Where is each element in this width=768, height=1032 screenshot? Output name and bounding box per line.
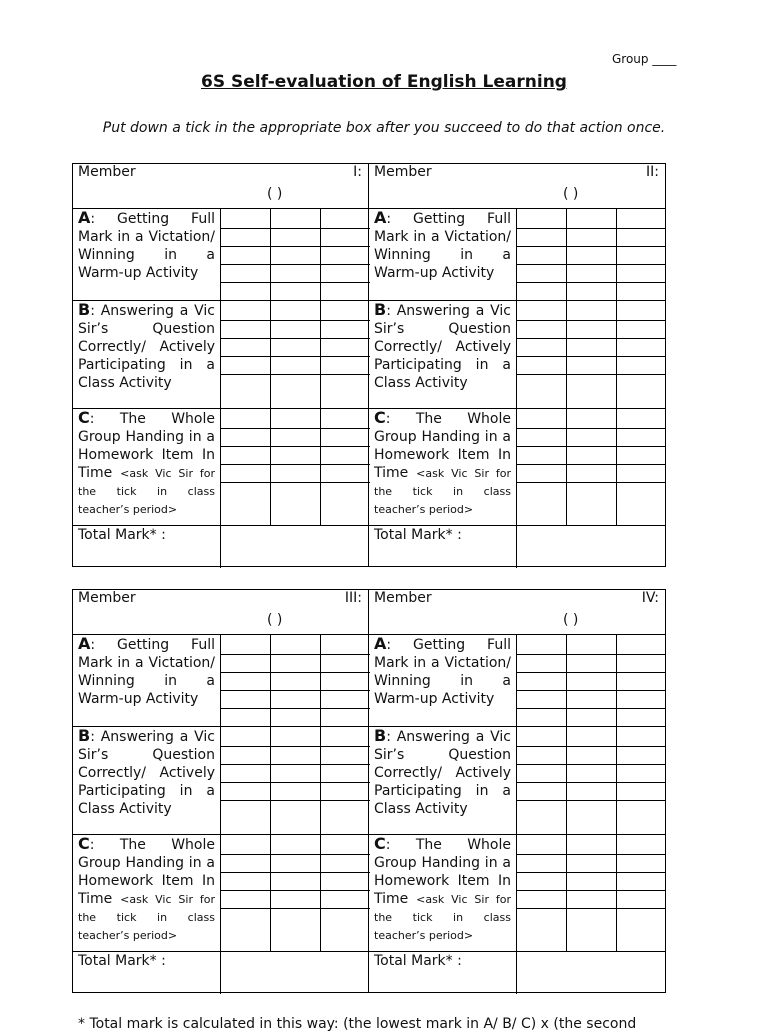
section-text: : Getting Full Mark in a Victation/ Winning in a Warm-up Activity bbox=[374, 211, 511, 281]
tick-box[interactable] bbox=[567, 301, 616, 320]
section-letter: A bbox=[78, 208, 91, 227]
tick-box[interactable] bbox=[321, 356, 370, 374]
tick-box[interactable] bbox=[221, 446, 270, 464]
total-mark-row bbox=[73, 525, 368, 568]
tick-box[interactable] bbox=[271, 301, 320, 320]
tick-box[interactable] bbox=[617, 301, 666, 320]
tick-box[interactable] bbox=[567, 872, 616, 890]
section-b bbox=[369, 726, 665, 834]
tick-box[interactable] bbox=[221, 282, 270, 301]
section-text: : Answering a Vic Sir’s Question Correctly/ Actively Participating in a Class Activity bbox=[374, 303, 511, 391]
tick-box[interactable] bbox=[517, 409, 566, 428]
tick-box[interactable] bbox=[517, 654, 566, 672]
section-text: : The Whole Group Handing in a Homework Item In Time bbox=[374, 837, 511, 907]
section-text: : Answering a Vic Sir’s Question Correctly/ Actively Participating in a Class Activity bbox=[78, 729, 215, 817]
section-b bbox=[73, 726, 368, 834]
tick-box[interactable] bbox=[567, 654, 616, 672]
total-mark-label: Total Mark* : bbox=[374, 953, 462, 969]
tick-box[interactable] bbox=[567, 409, 616, 428]
tick-box[interactable] bbox=[617, 209, 666, 228]
section-letter: C bbox=[78, 408, 90, 427]
tick-box[interactable] bbox=[321, 890, 370, 908]
member-panel bbox=[72, 589, 369, 993]
tick-box[interactable] bbox=[321, 708, 370, 727]
member-header bbox=[369, 164, 665, 208]
tick-box[interactable] bbox=[221, 338, 270, 356]
tick-box[interactable] bbox=[321, 654, 370, 672]
section-text: : Getting Full Mark in a Victation/ Winning in a Warm-up Activity bbox=[78, 211, 215, 281]
member-name-blank[interactable]: ( ) bbox=[267, 612, 283, 628]
tick-box[interactable] bbox=[221, 908, 270, 952]
section-a bbox=[73, 634, 368, 726]
tick-box[interactable] bbox=[517, 854, 566, 872]
section-a-description bbox=[374, 209, 511, 282]
tick-box[interactable] bbox=[271, 264, 320, 282]
tick-box[interactable] bbox=[321, 727, 370, 746]
tick-box[interactable] bbox=[517, 746, 566, 764]
tick-box[interactable] bbox=[617, 338, 666, 356]
tick-box[interactable] bbox=[517, 635, 566, 654]
member-name-blank[interactable]: ( ) bbox=[563, 612, 579, 628]
tick-box[interactable] bbox=[567, 690, 616, 708]
total-mark-row bbox=[369, 525, 665, 568]
tick-box[interactable] bbox=[617, 446, 666, 464]
evaluation-group-1 bbox=[72, 163, 667, 567]
section-a bbox=[369, 208, 665, 300]
tick-box[interactable] bbox=[271, 782, 320, 800]
tick-box[interactable] bbox=[617, 854, 666, 872]
section-c bbox=[73, 408, 368, 525]
tick-box[interactable] bbox=[567, 635, 616, 654]
section-a-description bbox=[374, 635, 511, 708]
section-c-note: <ask Vic Sir for the tick in class teacher’s period> bbox=[374, 467, 512, 516]
section-b-description bbox=[78, 301, 215, 392]
section-c-note: <ask Vic Sir for the tick in class teacher’s period> bbox=[78, 893, 216, 942]
section-letter: C bbox=[78, 834, 90, 853]
tick-box[interactable] bbox=[617, 228, 666, 246]
tick-box[interactable] bbox=[517, 908, 566, 952]
tick-grid bbox=[220, 727, 370, 834]
section-text: : Answering a Vic Sir’s Question Correctly/ Actively Participating in a Class Activity bbox=[78, 303, 215, 391]
tick-box[interactable] bbox=[617, 409, 666, 428]
tick-box[interactable] bbox=[567, 246, 616, 264]
tick-box[interactable] bbox=[567, 446, 616, 464]
tick-box[interactable] bbox=[221, 374, 270, 409]
member-label: Member bbox=[78, 590, 136, 606]
tick-box[interactable] bbox=[271, 764, 320, 782]
tick-box[interactable] bbox=[517, 301, 566, 320]
tick-box[interactable] bbox=[271, 835, 320, 854]
tick-box[interactable] bbox=[321, 872, 370, 890]
tick-box[interactable] bbox=[567, 672, 616, 690]
section-c-description bbox=[78, 409, 215, 518]
tick-box[interactable] bbox=[271, 654, 320, 672]
tick-box[interactable] bbox=[321, 264, 370, 282]
tick-box[interactable] bbox=[567, 209, 616, 228]
tick-box[interactable] bbox=[517, 672, 566, 690]
tick-box[interactable] bbox=[517, 228, 566, 246]
total-mark-label: Total Mark* : bbox=[374, 527, 462, 543]
total-mark-row bbox=[369, 951, 665, 994]
tick-box[interactable] bbox=[321, 282, 370, 301]
tick-box[interactable] bbox=[617, 320, 666, 338]
tick-box[interactable] bbox=[321, 320, 370, 338]
tick-box[interactable] bbox=[567, 727, 616, 746]
tick-box[interactable] bbox=[617, 690, 666, 708]
tick-grid bbox=[516, 635, 666, 726]
section-text: : Getting Full Mark in a Victation/ Winning in a Warm-up Activity bbox=[374, 637, 511, 707]
tick-box[interactable] bbox=[617, 890, 666, 908]
tick-grid bbox=[220, 835, 370, 951]
section-letter: A bbox=[374, 208, 387, 227]
section-a-description bbox=[78, 209, 215, 282]
tick-box[interactable] bbox=[617, 800, 666, 835]
section-c-description bbox=[78, 835, 215, 944]
tick-box[interactable] bbox=[321, 246, 370, 264]
tick-box[interactable] bbox=[221, 301, 270, 320]
section-b bbox=[369, 300, 665, 408]
tick-box[interactable] bbox=[517, 356, 566, 374]
tick-box[interactable] bbox=[221, 320, 270, 338]
tick-box[interactable] bbox=[567, 374, 616, 409]
section-b-description bbox=[78, 727, 215, 818]
tick-box[interactable] bbox=[271, 800, 320, 835]
page-title: 6S Self-evaluation of English Learning bbox=[201, 72, 567, 92]
tick-box[interactable] bbox=[221, 690, 270, 708]
section-letter: B bbox=[374, 300, 387, 319]
tick-box[interactable] bbox=[271, 908, 320, 952]
section-a bbox=[369, 634, 665, 726]
section-b-description bbox=[374, 301, 511, 392]
tick-box[interactable] bbox=[271, 746, 320, 764]
tick-box[interactable] bbox=[221, 890, 270, 908]
tick-box[interactable] bbox=[271, 409, 320, 428]
tick-box[interactable] bbox=[617, 746, 666, 764]
member-header bbox=[369, 590, 665, 634]
tick-box[interactable] bbox=[617, 635, 666, 654]
tick-box[interactable] bbox=[221, 635, 270, 654]
tick-box[interactable] bbox=[321, 446, 370, 464]
section-text: : Getting Full Mark in a Victation/ Winning in a Warm-up Activity bbox=[78, 637, 215, 707]
tick-box[interactable] bbox=[617, 782, 666, 800]
tick-box[interactable] bbox=[271, 228, 320, 246]
tick-box[interactable] bbox=[617, 464, 666, 482]
group-label: Group ____ bbox=[612, 52, 677, 66]
section-b bbox=[73, 300, 368, 408]
tick-box[interactable] bbox=[517, 320, 566, 338]
tick-box[interactable] bbox=[617, 672, 666, 690]
tick-box[interactable] bbox=[617, 264, 666, 282]
tick-box[interactable] bbox=[517, 727, 566, 746]
member-header bbox=[73, 164, 368, 208]
evaluation-group-2 bbox=[72, 589, 667, 993]
section-text: : The Whole Group Handing in a Homework Item In Time bbox=[78, 837, 215, 907]
total-mark-box[interactable] bbox=[516, 526, 665, 568]
tick-box[interactable] bbox=[517, 690, 566, 708]
tick-grid bbox=[516, 209, 666, 300]
tick-box[interactable] bbox=[567, 464, 616, 482]
tick-box[interactable] bbox=[517, 464, 566, 482]
tick-box[interactable] bbox=[567, 282, 616, 301]
tick-box[interactable] bbox=[567, 264, 616, 282]
tick-grid bbox=[516, 727, 666, 834]
tick-grid bbox=[220, 209, 370, 300]
tick-box[interactable] bbox=[517, 428, 566, 446]
tick-box[interactable] bbox=[517, 890, 566, 908]
section-c-note: <ask Vic Sir for the tick in class teacher’s period> bbox=[374, 893, 512, 942]
tick-box[interactable] bbox=[271, 890, 320, 908]
section-c-note: <ask Vic Sir for the tick in class teacher’s period> bbox=[78, 467, 216, 516]
tick-box[interactable] bbox=[321, 209, 370, 228]
section-letter: B bbox=[78, 726, 91, 745]
tick-box[interactable] bbox=[271, 872, 320, 890]
tick-box[interactable] bbox=[517, 374, 566, 409]
tick-box[interactable] bbox=[221, 409, 270, 428]
instruction-text: Put down a tick in the appropriate box after you succeed to do that action once. bbox=[102, 120, 666, 136]
tick-box[interactable] bbox=[221, 764, 270, 782]
member-label: Member bbox=[374, 164, 432, 180]
section-letter: A bbox=[374, 634, 387, 653]
tick-box[interactable] bbox=[617, 708, 666, 727]
tick-box[interactable] bbox=[271, 209, 320, 228]
tick-box[interactable] bbox=[517, 446, 566, 464]
tick-box[interactable] bbox=[321, 482, 370, 526]
tick-box[interactable] bbox=[517, 338, 566, 356]
tick-box[interactable] bbox=[221, 800, 270, 835]
tick-box[interactable] bbox=[567, 338, 616, 356]
tick-box[interactable] bbox=[617, 282, 666, 301]
tick-box[interactable] bbox=[617, 482, 666, 526]
tick-box[interactable] bbox=[321, 690, 370, 708]
tick-grid bbox=[220, 635, 370, 726]
tick-grid bbox=[516, 301, 666, 408]
tick-grid bbox=[516, 409, 666, 525]
section-letter: A bbox=[78, 634, 91, 653]
section-letter: B bbox=[78, 300, 91, 319]
tick-box[interactable] bbox=[271, 356, 320, 374]
tick-box[interactable] bbox=[517, 264, 566, 282]
tick-box[interactable] bbox=[567, 764, 616, 782]
section-c bbox=[369, 834, 665, 951]
tick-grid bbox=[220, 301, 370, 408]
tick-box[interactable] bbox=[617, 356, 666, 374]
tick-box[interactable] bbox=[221, 854, 270, 872]
section-c bbox=[369, 408, 665, 525]
tick-box[interactable] bbox=[517, 209, 566, 228]
member-number: III: bbox=[344, 590, 362, 606]
tick-box[interactable] bbox=[221, 746, 270, 764]
tick-box[interactable] bbox=[221, 654, 270, 672]
tick-box[interactable] bbox=[617, 246, 666, 264]
tick-box[interactable] bbox=[271, 708, 320, 727]
tick-box[interactable] bbox=[567, 835, 616, 854]
tick-box[interactable] bbox=[221, 835, 270, 854]
tick-box[interactable] bbox=[221, 672, 270, 690]
member-panel bbox=[369, 163, 666, 567]
tick-box[interactable] bbox=[567, 746, 616, 764]
tick-box[interactable] bbox=[517, 800, 566, 835]
tick-box[interactable] bbox=[221, 464, 270, 482]
total-mark-label: Total Mark* : bbox=[78, 953, 166, 969]
tick-box[interactable] bbox=[321, 764, 370, 782]
tick-box[interactable] bbox=[271, 246, 320, 264]
member-name-blank[interactable]: ( ) bbox=[563, 186, 579, 202]
member-number: II: bbox=[646, 164, 659, 180]
tick-box[interactable] bbox=[321, 228, 370, 246]
section-text: : The Whole Group Handing in a Homework Item In Time bbox=[78, 411, 215, 481]
tick-box[interactable] bbox=[567, 854, 616, 872]
tick-box[interactable] bbox=[567, 428, 616, 446]
tick-box[interactable] bbox=[567, 482, 616, 526]
tick-box[interactable] bbox=[271, 428, 320, 446]
tick-grid bbox=[220, 409, 370, 525]
tick-box[interactable] bbox=[617, 872, 666, 890]
member-header bbox=[73, 590, 368, 634]
tick-box[interactable] bbox=[321, 800, 370, 835]
section-text: : Answering a Vic Sir’s Question Correctly/ Actively Participating in a Class Activity bbox=[374, 729, 511, 817]
section-text: : The Whole Group Handing in a Homework Item In Time bbox=[374, 411, 511, 481]
member-label: Member bbox=[78, 164, 136, 180]
tick-box[interactable] bbox=[617, 654, 666, 672]
section-letter: C bbox=[374, 834, 386, 853]
tick-box[interactable] bbox=[221, 727, 270, 746]
tick-box[interactable] bbox=[517, 872, 566, 890]
tick-box[interactable] bbox=[321, 464, 370, 482]
tick-box[interactable] bbox=[221, 209, 270, 228]
member-panel bbox=[72, 163, 369, 567]
tick-box[interactable] bbox=[517, 782, 566, 800]
tick-box[interactable] bbox=[221, 228, 270, 246]
total-mark-label: Total Mark* : bbox=[78, 527, 166, 543]
tick-box[interactable] bbox=[517, 708, 566, 727]
section-c-description bbox=[374, 409, 511, 518]
tick-box[interactable] bbox=[321, 338, 370, 356]
tick-box[interactable] bbox=[567, 320, 616, 338]
tick-box[interactable] bbox=[321, 746, 370, 764]
tick-box[interactable] bbox=[221, 482, 270, 526]
section-a bbox=[73, 208, 368, 300]
tick-box[interactable] bbox=[271, 374, 320, 409]
tick-box[interactable] bbox=[617, 428, 666, 446]
tick-box[interactable] bbox=[271, 672, 320, 690]
tick-box[interactable] bbox=[517, 835, 566, 854]
member-panel bbox=[369, 589, 666, 993]
section-letter: C bbox=[374, 408, 386, 427]
tick-box[interactable] bbox=[321, 428, 370, 446]
tick-box[interactable] bbox=[271, 690, 320, 708]
total-mark-row bbox=[73, 951, 368, 994]
tick-box[interactable] bbox=[617, 727, 666, 746]
tick-box[interactable] bbox=[321, 301, 370, 320]
tick-box[interactable] bbox=[567, 908, 616, 952]
tick-box[interactable] bbox=[321, 854, 370, 872]
tick-box[interactable] bbox=[517, 282, 566, 301]
tick-box[interactable] bbox=[321, 672, 370, 690]
tick-box[interactable] bbox=[567, 800, 616, 835]
total-mark-box[interactable] bbox=[220, 952, 368, 994]
section-a-description bbox=[78, 635, 215, 708]
tick-box[interactable] bbox=[321, 635, 370, 654]
tick-box[interactable] bbox=[517, 764, 566, 782]
tick-box[interactable] bbox=[271, 635, 320, 654]
tick-box[interactable] bbox=[271, 282, 320, 301]
tick-box[interactable] bbox=[567, 890, 616, 908]
tick-box[interactable] bbox=[321, 835, 370, 854]
tick-box[interactable] bbox=[321, 374, 370, 409]
member-label: Member bbox=[374, 590, 432, 606]
tick-box[interactable] bbox=[221, 708, 270, 727]
tick-box[interactable] bbox=[567, 356, 616, 374]
section-c-description bbox=[374, 835, 511, 944]
tick-box[interactable] bbox=[321, 409, 370, 428]
tick-box[interactable] bbox=[271, 446, 320, 464]
member-name-blank[interactable]: ( ) bbox=[267, 186, 283, 202]
total-mark-box[interactable] bbox=[220, 526, 368, 568]
tick-box[interactable] bbox=[221, 428, 270, 446]
tick-box[interactable] bbox=[221, 782, 270, 800]
tick-box[interactable] bbox=[271, 320, 320, 338]
tick-box[interactable] bbox=[617, 908, 666, 952]
tick-box[interactable] bbox=[321, 782, 370, 800]
tick-box[interactable] bbox=[271, 338, 320, 356]
tick-box[interactable] bbox=[271, 464, 320, 482]
section-letter: B bbox=[374, 726, 387, 745]
member-number: IV: bbox=[641, 590, 659, 606]
tick-box[interactable] bbox=[567, 228, 616, 246]
section-b-description bbox=[374, 727, 511, 818]
tick-box[interactable] bbox=[517, 246, 566, 264]
tick-box[interactable] bbox=[271, 727, 320, 746]
tick-box[interactable] bbox=[567, 782, 616, 800]
section-c bbox=[73, 834, 368, 951]
tick-box[interactable] bbox=[617, 835, 666, 854]
tick-box[interactable] bbox=[221, 246, 270, 264]
member-number: I: bbox=[353, 164, 362, 180]
tick-box[interactable] bbox=[321, 908, 370, 952]
total-mark-box[interactable] bbox=[516, 952, 665, 994]
tick-box[interactable] bbox=[271, 854, 320, 872]
tick-grid bbox=[516, 835, 666, 951]
footnote: * Total mark is calculated in this way: (the lowest mark in A/ B/ C) x (the second bbox=[78, 1016, 637, 1032]
tick-box[interactable] bbox=[221, 872, 270, 890]
tick-box[interactable] bbox=[617, 764, 666, 782]
tick-box[interactable] bbox=[221, 264, 270, 282]
tick-box[interactable] bbox=[517, 482, 566, 526]
tick-box[interactable] bbox=[567, 708, 616, 727]
tick-box[interactable] bbox=[221, 356, 270, 374]
tick-box[interactable] bbox=[617, 374, 666, 409]
tick-box[interactable] bbox=[271, 482, 320, 526]
